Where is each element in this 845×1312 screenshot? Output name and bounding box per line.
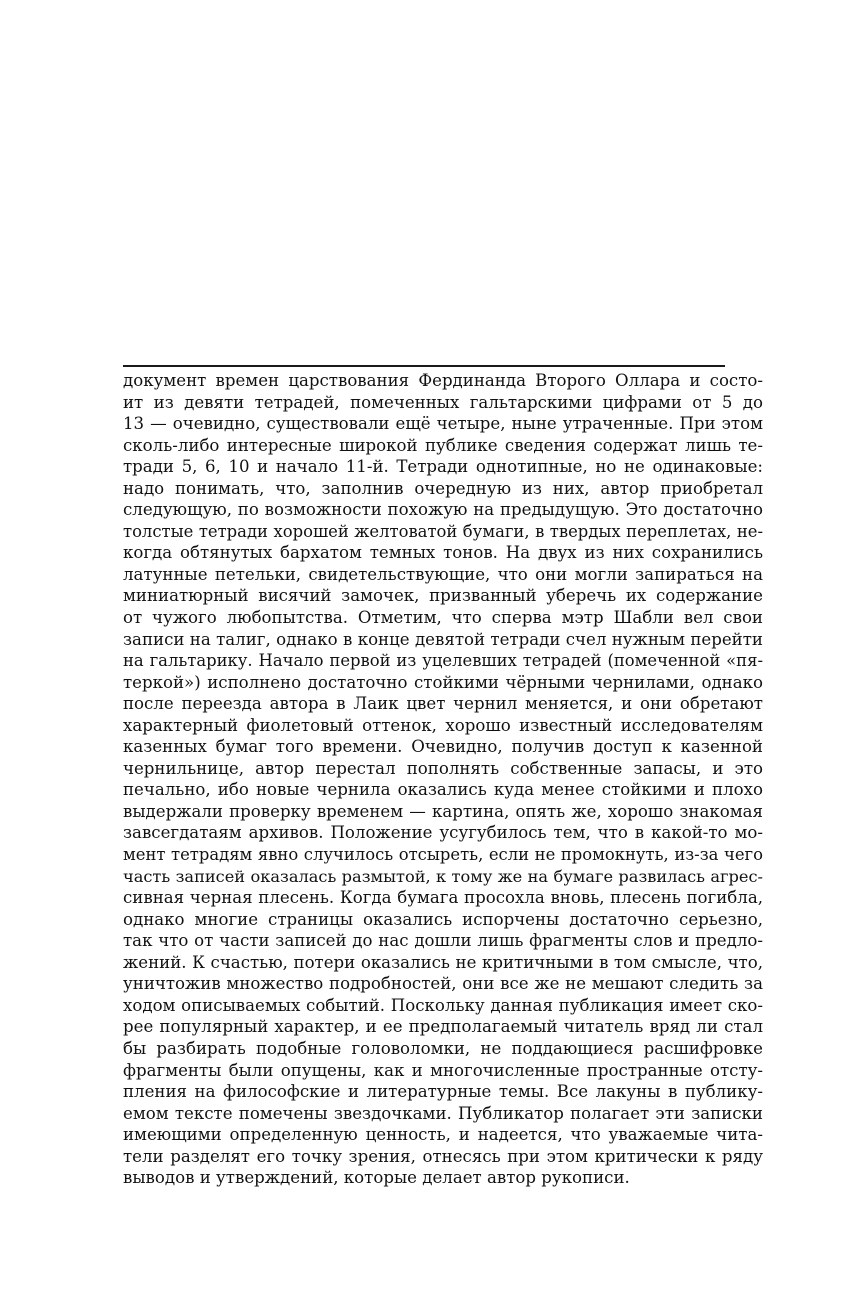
footnote-line: имеющими определенную ценность, и надеется, что уважаемые чита- xyxy=(123,1125,763,1145)
footnote-line: следующую, по возможности похожую на предыдущую. Это достаточно xyxy=(123,500,763,520)
footnote-line: емом тексте помечены звездочками. Публикатор полагает эти записки xyxy=(123,1103,763,1123)
footnote-line: от чужого любопытства. Отметим, что сперва мэтр Шабли вел свои xyxy=(123,608,763,628)
footnote-line: сивная черная плесень. Когда бумага просохла вновь, плесень погибла, xyxy=(123,888,763,908)
footnote-line: после переезда автора в Лаик цвет чернил меняется, и они обретают xyxy=(123,694,763,714)
footnote-line: миниатюрный висячий замочек, призванный уберечь их содержание xyxy=(123,586,763,606)
footnote-line: характерный фиолетовый оттенок, хорошо известный исследователям xyxy=(123,715,763,735)
footnote-line: ходом описываемых событий. Поскольку данная публикация имеет ско- xyxy=(123,995,763,1015)
footnote-line: теркой») исполнено достаточно стойкими чёрными чернилами, однако xyxy=(123,672,763,692)
footnote-line: тради 5, 6, 10 и начало 11-й. Тетради однотипные, но не одинаковые: xyxy=(123,457,763,477)
footnote-line: фрагменты были опущены, как и многочисленные пространные отсту- xyxy=(123,1060,763,1080)
footnote-line: выводов и утверждений, которые делает автор рукописи. xyxy=(123,1168,630,1188)
footnote-line: завсегдатаям архивов. Положение усугубилось тем, что в какой-то мо- xyxy=(123,823,763,843)
footnote-line: записи на талиг, однако в конце девятой тетради счел нужным перейти xyxy=(123,629,763,649)
footnote-line: сколь-либо интересные широкой публике сведения содержат лишь те- xyxy=(123,435,763,455)
footnote-line: однако многие страницы оказались испорчены достаточно серьезно, xyxy=(123,909,763,929)
footnote-line: бы разбирать подобные головоломки, не поддающиеся расшифровке xyxy=(123,1038,763,1058)
footnote-line: казенных бумаг того времени. Очевидно, получив доступ к казенной xyxy=(123,737,763,757)
footnote-line: документ времен царствования Фердинанда Второго Оллара и состо- xyxy=(123,371,763,390)
footnote-line: так что от части записей до нас дошли лишь фрагменты слов и предло- xyxy=(123,931,763,951)
footnote-line: тели разделят его точку зрения, отнесясь при этом критически к ряду xyxy=(123,1146,763,1166)
footnote-text xyxy=(123,370,763,1189)
footnote-separator-rule xyxy=(123,365,725,367)
footnote-line: рее популярный характер, и ее предполагаемый читатель вряд ли стал xyxy=(123,1017,763,1037)
footnote-line: часть записей оказалась размытой, к тому же на бумаге развилась агрес- xyxy=(123,866,763,886)
footnote-line: печально, ибо новые чернила оказались куда менее стойкими и плохо xyxy=(123,780,763,800)
footnote-line: пления на философские и литературные темы. Все лакуны в публику- xyxy=(123,1082,763,1102)
footnote-line: на гальтарику. Начало первой из уцелевших тетрадей (помеченной «пя- xyxy=(123,651,763,671)
footnote-line: латунные петельки, свидетельствующие, что они могли запираться на xyxy=(123,564,763,584)
footnote-line: ит из девяти тетрадей, помеченных гальтарскими цифрами от 5 до xyxy=(123,392,763,412)
footnote-line: 13 — очевидно, существовали ещё четыре, ныне утраченные. При этом xyxy=(123,414,763,434)
footnote-line: когда обтянутых бархатом темных тонов. На двух из них сохранились xyxy=(123,543,763,563)
footnote-line: выдержали проверку временем — картина, опять же, хорошо знакомая xyxy=(123,801,763,821)
footnote-line: уничтожив множество подробностей, они все же не мешают следить за xyxy=(123,974,763,994)
footnote-line: жений. К счастью, потери оказались не критичными в том смысле, что, xyxy=(123,952,763,972)
footnote-line: толстые тетради хорошей желтоватой бумаги, в твердых переплетах, не- xyxy=(123,521,763,541)
footnote-line: мент тетрадям явно случилось отсыреть, если не промокнуть, из-за чего xyxy=(123,845,763,865)
footnote-line: надо понимать, что, заполнив очередную из них, автор приобретал xyxy=(123,478,763,498)
footnote-line: чернильнице, автор перестал пополнять собственные запасы, и это xyxy=(123,758,763,778)
